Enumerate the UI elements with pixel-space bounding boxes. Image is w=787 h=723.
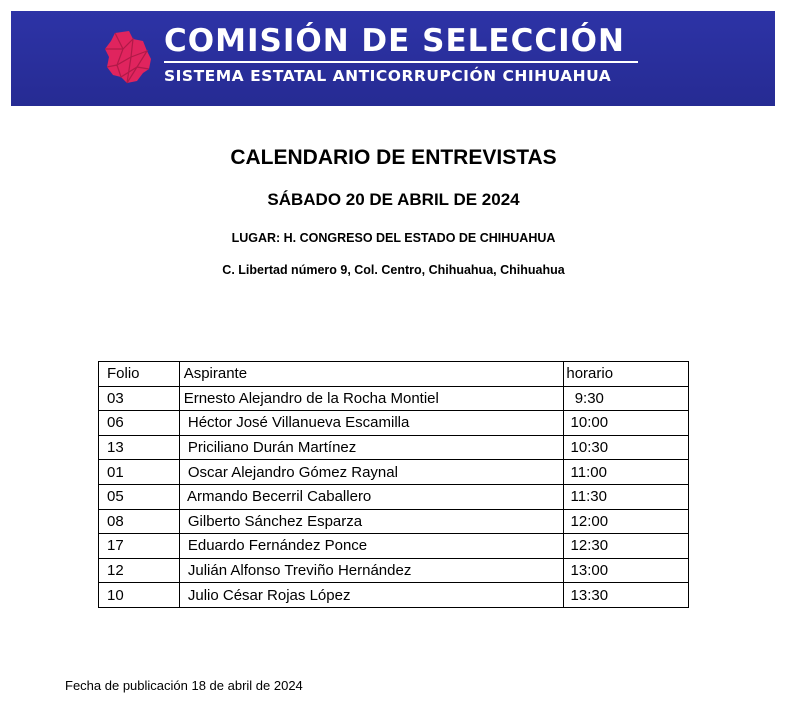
aspirante-cell: Armando Becerril Caballero (179, 484, 564, 509)
banner-divider (164, 61, 638, 63)
aspirante-cell: Priciliano Durán Martínez (179, 435, 564, 460)
table-row (99, 509, 689, 534)
banner-subtitle: SISTEMA ESTATAL ANTICORRUPCIÓN CHIHUAHUA (164, 67, 612, 85)
document-title: CALENDARIO DE ENTREVISTAS (230, 146, 557, 169)
table-row (99, 460, 689, 485)
table-row (99, 484, 689, 509)
table-row (99, 386, 689, 411)
publication-date: Fecha de publicación 18 de abril de 2024 (65, 678, 303, 693)
aspirante-cell: Eduardo Fernández Ponce (179, 534, 564, 559)
table-row (99, 411, 689, 436)
interview-schedule-table (98, 361, 689, 608)
header-folio: Folio (99, 362, 180, 387)
folio-cell: 06 (99, 411, 180, 436)
horario-cell: 11:30 (564, 484, 689, 509)
horario-cell: 10:00 (564, 411, 689, 436)
horario-cell: 11:00 (564, 460, 689, 485)
banner-title: COMISIÓN DE SELECCIÓN (164, 23, 625, 59)
folio-cell: 12 (99, 558, 180, 583)
table-row (99, 534, 689, 559)
horario-cell: 13:30 (564, 583, 689, 608)
header-aspirante: Aspirante (179, 362, 564, 387)
folio-cell: 10 (99, 583, 180, 608)
aspirante-cell: Julio César Rojas López (179, 583, 564, 608)
folio-cell: 17 (99, 534, 180, 559)
folio-cell: 03 (99, 386, 180, 411)
header-banner (11, 11, 775, 106)
table-row (99, 583, 689, 608)
interview-place: LUGAR: H. CONGRESO DEL ESTADO DE CHIHUAHUA (231, 231, 556, 245)
aspirante-cell: Gilberto Sánchez Esparza (179, 509, 564, 534)
table-row (99, 435, 689, 460)
folio-cell: 13 (99, 435, 180, 460)
header-horario: horario (564, 362, 689, 387)
interview-address: C. Libertad número 9, Col. Centro, Chihuahua, Chihuahua (222, 263, 565, 277)
horario-cell: 9:30 (564, 386, 689, 411)
horario-cell: 12:00 (564, 509, 689, 534)
folio-cell: 05 (99, 484, 180, 509)
chihuahua-map-icon (103, 29, 153, 85)
folio-cell: 01 (99, 460, 180, 485)
aspirante-cell: Ernesto Alejandro de la Rocha Montiel (179, 386, 564, 411)
table-header-row (99, 362, 689, 387)
folio-cell: 08 (99, 509, 180, 534)
horario-cell: 13:00 (564, 558, 689, 583)
horario-cell: 10:30 (564, 435, 689, 460)
aspirante-cell: Julián Alfonso Treviño Hernández (179, 558, 564, 583)
aspirante-cell: Oscar Alejandro Gómez Raynal (179, 460, 564, 485)
interview-date: SÁBADO 20 DE ABRIL DE 2024 (267, 190, 520, 209)
horario-cell: 12:30 (564, 534, 689, 559)
table-row (99, 558, 689, 583)
aspirante-cell: Héctor José Villanueva Escamilla (179, 411, 564, 436)
